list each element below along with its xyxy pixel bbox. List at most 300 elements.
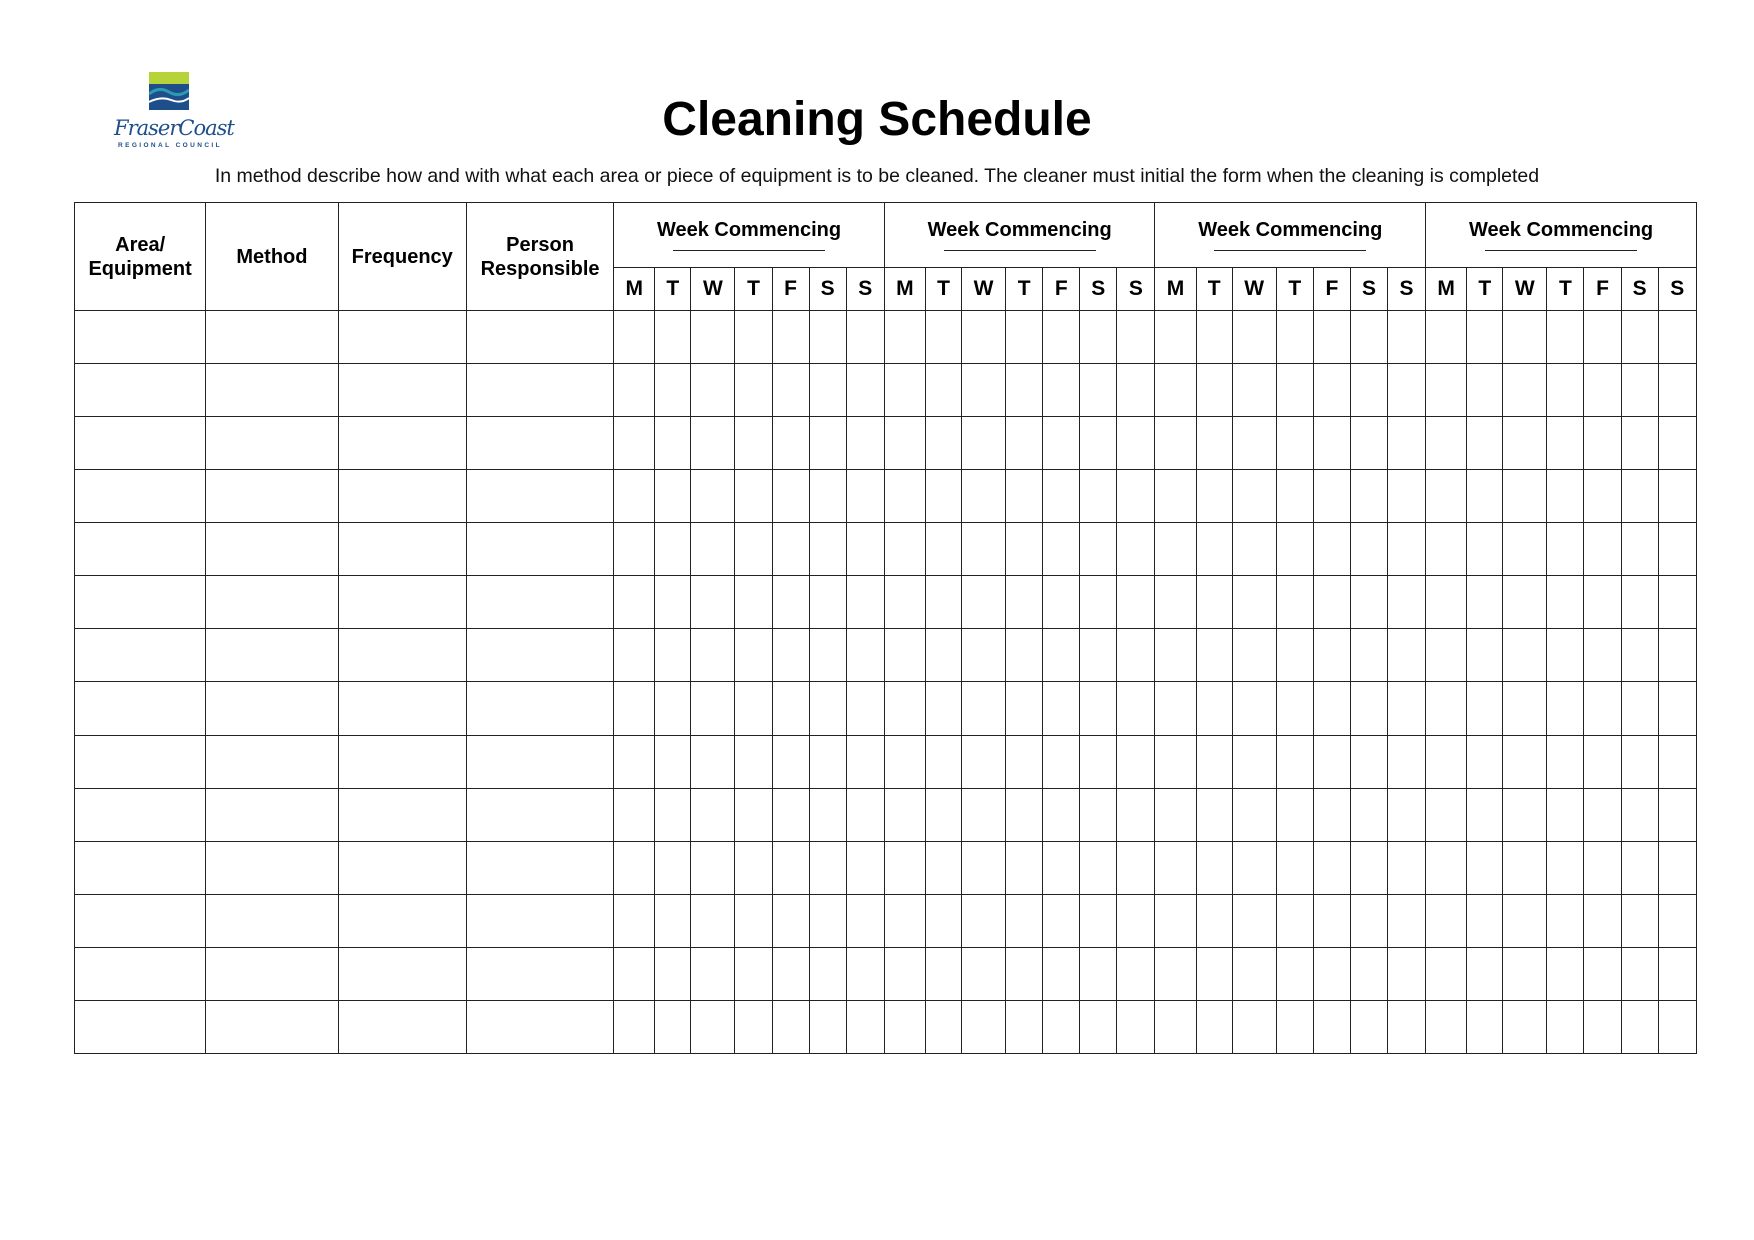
table-cell[interactable] bbox=[75, 470, 206, 523]
table-cell[interactable] bbox=[809, 470, 846, 523]
table-cell[interactable] bbox=[846, 417, 884, 470]
table-cell[interactable] bbox=[1080, 1000, 1117, 1053]
table-cell[interactable] bbox=[1426, 576, 1467, 629]
table-cell[interactable] bbox=[338, 523, 466, 576]
table-cell[interactable] bbox=[1006, 788, 1043, 841]
table-cell[interactable] bbox=[1658, 629, 1696, 682]
table-cell[interactable] bbox=[466, 364, 613, 417]
table-cell[interactable] bbox=[614, 470, 655, 523]
table-cell[interactable] bbox=[614, 841, 655, 894]
table-cell[interactable] bbox=[338, 841, 466, 894]
table-cell[interactable] bbox=[1547, 1000, 1584, 1053]
table-cell[interactable] bbox=[691, 894, 735, 947]
table-cell[interactable] bbox=[1232, 894, 1276, 947]
table-cell[interactable] bbox=[1621, 947, 1658, 1000]
table-cell[interactable] bbox=[809, 364, 846, 417]
table-cell[interactable] bbox=[1621, 629, 1658, 682]
table-cell[interactable] bbox=[846, 311, 884, 364]
table-cell[interactable] bbox=[1043, 629, 1080, 682]
table-cell[interactable] bbox=[1426, 1000, 1467, 1053]
table-cell[interactable] bbox=[1232, 311, 1276, 364]
table-cell[interactable] bbox=[884, 841, 925, 894]
table-cell[interactable] bbox=[1043, 841, 1080, 894]
table-cell[interactable] bbox=[962, 788, 1006, 841]
table-cell[interactable] bbox=[772, 629, 809, 682]
table-cell[interactable] bbox=[655, 788, 691, 841]
table-cell[interactable] bbox=[1006, 523, 1043, 576]
week-date-blank-line[interactable] bbox=[944, 248, 1096, 251]
table-cell[interactable] bbox=[884, 364, 925, 417]
table-cell[interactable] bbox=[1503, 788, 1547, 841]
table-cell[interactable] bbox=[1196, 682, 1232, 735]
table-cell[interactable] bbox=[466, 576, 613, 629]
table-cell[interactable] bbox=[466, 523, 613, 576]
table-cell[interactable] bbox=[1658, 735, 1696, 788]
table-cell[interactable] bbox=[75, 523, 206, 576]
table-cell[interactable] bbox=[1658, 1000, 1696, 1053]
table-cell[interactable] bbox=[962, 470, 1006, 523]
table-cell[interactable] bbox=[466, 629, 613, 682]
table-cell[interactable] bbox=[1043, 682, 1080, 735]
table-cell[interactable] bbox=[1080, 311, 1117, 364]
table-cell[interactable] bbox=[206, 894, 338, 947]
table-cell[interactable] bbox=[1043, 1000, 1080, 1053]
table-cell[interactable] bbox=[614, 311, 655, 364]
table-cell[interactable] bbox=[1503, 682, 1547, 735]
table-cell[interactable] bbox=[925, 788, 961, 841]
table-cell[interactable] bbox=[735, 735, 772, 788]
table-cell[interactable] bbox=[1426, 629, 1467, 682]
table-cell[interactable] bbox=[1117, 682, 1155, 735]
table-cell[interactable] bbox=[1196, 576, 1232, 629]
table-cell[interactable] bbox=[466, 841, 613, 894]
table-cell[interactable] bbox=[1080, 364, 1117, 417]
table-cell[interactable] bbox=[1080, 735, 1117, 788]
table-cell[interactable] bbox=[772, 682, 809, 735]
table-cell[interactable] bbox=[772, 576, 809, 629]
table-cell[interactable] bbox=[1232, 682, 1276, 735]
table-cell[interactable] bbox=[1232, 629, 1276, 682]
table-cell[interactable] bbox=[1426, 894, 1467, 947]
table-cell[interactable] bbox=[466, 735, 613, 788]
table-cell[interactable] bbox=[735, 1000, 772, 1053]
table-cell[interactable] bbox=[1006, 629, 1043, 682]
table-cell[interactable] bbox=[1313, 1000, 1350, 1053]
table-cell[interactable] bbox=[75, 894, 206, 947]
table-cell[interactable] bbox=[1117, 523, 1155, 576]
table-cell[interactable] bbox=[1658, 417, 1696, 470]
table-cell[interactable] bbox=[1547, 523, 1584, 576]
table-cell[interactable] bbox=[962, 523, 1006, 576]
table-cell[interactable] bbox=[338, 735, 466, 788]
table-cell[interactable] bbox=[1313, 470, 1350, 523]
table-cell[interactable] bbox=[75, 629, 206, 682]
table-cell[interactable] bbox=[1658, 523, 1696, 576]
table-cell[interactable] bbox=[338, 417, 466, 470]
table-cell[interactable] bbox=[1426, 841, 1467, 894]
table-cell[interactable] bbox=[1547, 311, 1584, 364]
table-cell[interactable] bbox=[809, 682, 846, 735]
table-cell[interactable] bbox=[925, 735, 961, 788]
table-cell[interactable] bbox=[1155, 788, 1196, 841]
table-cell[interactable] bbox=[1547, 788, 1584, 841]
table-cell[interactable] bbox=[1276, 841, 1313, 894]
table-cell[interactable] bbox=[1387, 523, 1425, 576]
table-cell[interactable] bbox=[1350, 682, 1387, 735]
table-cell[interactable] bbox=[925, 311, 961, 364]
table-cell[interactable] bbox=[735, 894, 772, 947]
table-cell[interactable] bbox=[655, 629, 691, 682]
table-cell[interactable] bbox=[1006, 364, 1043, 417]
table-cell[interactable] bbox=[338, 311, 466, 364]
table-cell[interactable] bbox=[1006, 841, 1043, 894]
table-cell[interactable] bbox=[691, 947, 735, 1000]
table-cell[interactable] bbox=[1117, 841, 1155, 894]
table-cell[interactable] bbox=[1503, 894, 1547, 947]
table-cell[interactable] bbox=[75, 788, 206, 841]
table-cell[interactable] bbox=[735, 364, 772, 417]
table-cell[interactable] bbox=[1232, 523, 1276, 576]
table-cell[interactable] bbox=[1350, 894, 1387, 947]
table-cell[interactable] bbox=[691, 364, 735, 417]
table-cell[interactable] bbox=[338, 682, 466, 735]
table-cell[interactable] bbox=[75, 841, 206, 894]
table-cell[interactable] bbox=[1658, 947, 1696, 1000]
table-cell[interactable] bbox=[1350, 364, 1387, 417]
table-cell[interactable] bbox=[1426, 682, 1467, 735]
table-cell[interactable] bbox=[772, 470, 809, 523]
table-cell[interactable] bbox=[1080, 417, 1117, 470]
week-date-blank-line[interactable] bbox=[1214, 248, 1366, 251]
table-cell[interactable] bbox=[962, 894, 1006, 947]
table-cell[interactable] bbox=[1276, 417, 1313, 470]
table-cell[interactable] bbox=[1043, 311, 1080, 364]
table-cell[interactable] bbox=[735, 841, 772, 894]
table-cell[interactable] bbox=[206, 788, 338, 841]
table-cell[interactable] bbox=[614, 364, 655, 417]
table-cell[interactable] bbox=[809, 1000, 846, 1053]
table-cell[interactable] bbox=[1350, 947, 1387, 1000]
table-cell[interactable] bbox=[338, 894, 466, 947]
table-cell[interactable] bbox=[1584, 735, 1621, 788]
table-cell[interactable] bbox=[1350, 735, 1387, 788]
table-cell[interactable] bbox=[614, 1000, 655, 1053]
table-cell[interactable] bbox=[1117, 364, 1155, 417]
table-cell[interactable] bbox=[1155, 629, 1196, 682]
table-cell[interactable] bbox=[1584, 311, 1621, 364]
table-cell[interactable] bbox=[846, 947, 884, 1000]
table-cell[interactable] bbox=[466, 788, 613, 841]
table-cell[interactable] bbox=[846, 788, 884, 841]
table-cell[interactable] bbox=[1043, 576, 1080, 629]
table-cell[interactable] bbox=[1467, 311, 1503, 364]
table-cell[interactable] bbox=[925, 417, 961, 470]
table-cell[interactable] bbox=[655, 735, 691, 788]
table-cell[interactable] bbox=[1006, 947, 1043, 1000]
table-cell[interactable] bbox=[1387, 841, 1425, 894]
table-cell[interactable] bbox=[1006, 470, 1043, 523]
table-cell[interactable] bbox=[614, 788, 655, 841]
table-cell[interactable] bbox=[1584, 576, 1621, 629]
table-cell[interactable] bbox=[1658, 788, 1696, 841]
table-cell[interactable] bbox=[691, 576, 735, 629]
table-cell[interactable] bbox=[75, 311, 206, 364]
table-cell[interactable] bbox=[466, 947, 613, 1000]
table-cell[interactable] bbox=[206, 1000, 338, 1053]
table-cell[interactable] bbox=[846, 682, 884, 735]
week-date-blank-line[interactable] bbox=[673, 248, 825, 251]
table-cell[interactable] bbox=[1232, 1000, 1276, 1053]
table-cell[interactable] bbox=[962, 311, 1006, 364]
table-cell[interactable] bbox=[925, 682, 961, 735]
table-cell[interactable] bbox=[1503, 1000, 1547, 1053]
table-cell[interactable] bbox=[1196, 364, 1232, 417]
table-cell[interactable] bbox=[1043, 788, 1080, 841]
table-cell[interactable] bbox=[962, 629, 1006, 682]
table-cell[interactable] bbox=[1080, 523, 1117, 576]
table-cell[interactable] bbox=[1467, 1000, 1503, 1053]
table-cell[interactable] bbox=[1043, 523, 1080, 576]
table-cell[interactable] bbox=[75, 576, 206, 629]
table-cell[interactable] bbox=[884, 788, 925, 841]
table-cell[interactable] bbox=[1467, 576, 1503, 629]
table-cell[interactable] bbox=[1584, 841, 1621, 894]
table-cell[interactable] bbox=[655, 364, 691, 417]
table-cell[interactable] bbox=[338, 629, 466, 682]
table-cell[interactable] bbox=[1467, 523, 1503, 576]
week-date-blank-line[interactable] bbox=[1485, 248, 1637, 251]
table-cell[interactable] bbox=[1117, 576, 1155, 629]
table-cell[interactable] bbox=[1276, 364, 1313, 417]
table-cell[interactable] bbox=[691, 417, 735, 470]
table-cell[interactable] bbox=[75, 1000, 206, 1053]
table-cell[interactable] bbox=[1387, 470, 1425, 523]
table-cell[interactable] bbox=[1313, 311, 1350, 364]
table-cell[interactable] bbox=[614, 682, 655, 735]
table-cell[interactable] bbox=[1276, 629, 1313, 682]
table-cell[interactable] bbox=[1155, 311, 1196, 364]
table-cell[interactable] bbox=[1426, 947, 1467, 1000]
table-cell[interactable] bbox=[1503, 417, 1547, 470]
table-cell[interactable] bbox=[1313, 682, 1350, 735]
table-cell[interactable] bbox=[1313, 841, 1350, 894]
table-cell[interactable] bbox=[1387, 788, 1425, 841]
table-cell[interactable] bbox=[1313, 735, 1350, 788]
table-cell[interactable] bbox=[1313, 629, 1350, 682]
table-cell[interactable] bbox=[772, 417, 809, 470]
table-cell[interactable] bbox=[1232, 841, 1276, 894]
table-cell[interactable] bbox=[1196, 311, 1232, 364]
table-cell[interactable] bbox=[206, 682, 338, 735]
table-cell[interactable] bbox=[614, 735, 655, 788]
table-cell[interactable] bbox=[809, 735, 846, 788]
table-cell[interactable] bbox=[1117, 735, 1155, 788]
table-cell[interactable] bbox=[925, 894, 961, 947]
table-cell[interactable] bbox=[466, 417, 613, 470]
table-cell[interactable] bbox=[206, 841, 338, 894]
table-cell[interactable] bbox=[338, 470, 466, 523]
table-cell[interactable] bbox=[338, 576, 466, 629]
table-cell[interactable] bbox=[1658, 894, 1696, 947]
table-cell[interactable] bbox=[1658, 311, 1696, 364]
table-cell[interactable] bbox=[1276, 735, 1313, 788]
table-cell[interactable] bbox=[1006, 576, 1043, 629]
table-cell[interactable] bbox=[466, 894, 613, 947]
table-cell[interactable] bbox=[1117, 470, 1155, 523]
table-cell[interactable] bbox=[1547, 735, 1584, 788]
table-cell[interactable] bbox=[884, 629, 925, 682]
table-cell[interactable] bbox=[1387, 629, 1425, 682]
table-cell[interactable] bbox=[1658, 682, 1696, 735]
table-cell[interactable] bbox=[846, 470, 884, 523]
table-cell[interactable] bbox=[1467, 470, 1503, 523]
table-cell[interactable] bbox=[925, 364, 961, 417]
table-cell[interactable] bbox=[1313, 894, 1350, 947]
table-cell[interactable] bbox=[1584, 894, 1621, 947]
table-cell[interactable] bbox=[1117, 311, 1155, 364]
table-cell[interactable] bbox=[1503, 364, 1547, 417]
table-cell[interactable] bbox=[735, 523, 772, 576]
table-cell[interactable] bbox=[884, 735, 925, 788]
table-cell[interactable] bbox=[1426, 364, 1467, 417]
table-cell[interactable] bbox=[75, 364, 206, 417]
table-cell[interactable] bbox=[1155, 947, 1196, 1000]
table-cell[interactable] bbox=[735, 682, 772, 735]
table-cell[interactable] bbox=[338, 947, 466, 1000]
table-cell[interactable] bbox=[1503, 576, 1547, 629]
table-cell[interactable] bbox=[655, 947, 691, 1000]
table-cell[interactable] bbox=[1155, 576, 1196, 629]
table-cell[interactable] bbox=[1276, 1000, 1313, 1053]
table-cell[interactable] bbox=[691, 311, 735, 364]
table-cell[interactable] bbox=[925, 841, 961, 894]
table-cell[interactable] bbox=[1584, 1000, 1621, 1053]
table-cell[interactable] bbox=[735, 311, 772, 364]
table-cell[interactable] bbox=[1080, 629, 1117, 682]
table-cell[interactable] bbox=[206, 311, 338, 364]
table-cell[interactable] bbox=[1196, 947, 1232, 1000]
table-cell[interactable] bbox=[1547, 576, 1584, 629]
table-cell[interactable] bbox=[962, 1000, 1006, 1053]
table-cell[interactable] bbox=[1387, 364, 1425, 417]
table-cell[interactable] bbox=[772, 735, 809, 788]
table-cell[interactable] bbox=[1276, 523, 1313, 576]
table-cell[interactable] bbox=[1503, 629, 1547, 682]
table-cell[interactable] bbox=[1621, 576, 1658, 629]
table-cell[interactable] bbox=[772, 311, 809, 364]
table-cell[interactable] bbox=[1080, 841, 1117, 894]
table-cell[interactable] bbox=[655, 1000, 691, 1053]
table-cell[interactable] bbox=[846, 364, 884, 417]
table-cell[interactable] bbox=[1621, 470, 1658, 523]
table-cell[interactable] bbox=[1621, 1000, 1658, 1053]
table-cell[interactable] bbox=[1006, 682, 1043, 735]
table-cell[interactable] bbox=[1584, 682, 1621, 735]
table-cell[interactable] bbox=[1503, 523, 1547, 576]
table-cell[interactable] bbox=[809, 788, 846, 841]
table-cell[interactable] bbox=[1080, 470, 1117, 523]
table-cell[interactable] bbox=[1584, 417, 1621, 470]
table-cell[interactable] bbox=[1117, 947, 1155, 1000]
table-cell[interactable] bbox=[809, 629, 846, 682]
table-cell[interactable] bbox=[1503, 470, 1547, 523]
table-cell[interactable] bbox=[691, 682, 735, 735]
table-cell[interactable] bbox=[1387, 576, 1425, 629]
table-cell[interactable] bbox=[1006, 1000, 1043, 1053]
table-cell[interactable] bbox=[1584, 788, 1621, 841]
table-cell[interactable] bbox=[614, 576, 655, 629]
table-cell[interactable] bbox=[884, 470, 925, 523]
table-cell[interactable] bbox=[846, 894, 884, 947]
table-cell[interactable] bbox=[1547, 894, 1584, 947]
table-cell[interactable] bbox=[691, 629, 735, 682]
table-cell[interactable] bbox=[1117, 788, 1155, 841]
table-cell[interactable] bbox=[809, 417, 846, 470]
table-cell[interactable] bbox=[1155, 841, 1196, 894]
table-cell[interactable] bbox=[1350, 629, 1387, 682]
table-cell[interactable] bbox=[655, 470, 691, 523]
table-cell[interactable] bbox=[206, 470, 338, 523]
table-cell[interactable] bbox=[1313, 576, 1350, 629]
table-cell[interactable] bbox=[1232, 364, 1276, 417]
table-cell[interactable] bbox=[1276, 576, 1313, 629]
table-cell[interactable] bbox=[884, 947, 925, 1000]
table-cell[interactable] bbox=[1155, 470, 1196, 523]
table-cell[interactable] bbox=[691, 523, 735, 576]
table-cell[interactable] bbox=[735, 417, 772, 470]
table-cell[interactable] bbox=[772, 1000, 809, 1053]
table-cell[interactable] bbox=[75, 682, 206, 735]
table-cell[interactable] bbox=[1350, 788, 1387, 841]
table-cell[interactable] bbox=[206, 947, 338, 1000]
table-cell[interactable] bbox=[962, 417, 1006, 470]
table-cell[interactable] bbox=[772, 947, 809, 1000]
table-cell[interactable] bbox=[1196, 523, 1232, 576]
table-cell[interactable] bbox=[1426, 788, 1467, 841]
table-cell[interactable] bbox=[962, 682, 1006, 735]
table-cell[interactable] bbox=[1387, 417, 1425, 470]
table-cell[interactable] bbox=[75, 735, 206, 788]
table-cell[interactable] bbox=[1350, 417, 1387, 470]
table-cell[interactable] bbox=[772, 523, 809, 576]
table-cell[interactable] bbox=[809, 576, 846, 629]
table-cell[interactable] bbox=[1387, 311, 1425, 364]
table-cell[interactable] bbox=[962, 364, 1006, 417]
table-cell[interactable] bbox=[1387, 1000, 1425, 1053]
table-cell[interactable] bbox=[1117, 629, 1155, 682]
table-cell[interactable] bbox=[1276, 311, 1313, 364]
table-cell[interactable] bbox=[1467, 417, 1503, 470]
table-cell[interactable] bbox=[691, 1000, 735, 1053]
table-cell[interactable] bbox=[925, 629, 961, 682]
table-cell[interactable] bbox=[1387, 682, 1425, 735]
table-cell[interactable] bbox=[1117, 417, 1155, 470]
table-cell[interactable] bbox=[1276, 470, 1313, 523]
table-cell[interactable] bbox=[1080, 682, 1117, 735]
table-cell[interactable] bbox=[1043, 470, 1080, 523]
table-cell[interactable] bbox=[466, 1000, 613, 1053]
table-cell[interactable] bbox=[206, 417, 338, 470]
table-cell[interactable] bbox=[1467, 682, 1503, 735]
table-cell[interactable] bbox=[1043, 947, 1080, 1000]
table-cell[interactable] bbox=[1196, 788, 1232, 841]
table-cell[interactable] bbox=[925, 1000, 961, 1053]
table-cell[interactable] bbox=[735, 470, 772, 523]
table-cell[interactable] bbox=[1313, 523, 1350, 576]
table-cell[interactable] bbox=[1621, 788, 1658, 841]
table-cell[interactable] bbox=[1313, 417, 1350, 470]
table-cell[interactable] bbox=[884, 311, 925, 364]
